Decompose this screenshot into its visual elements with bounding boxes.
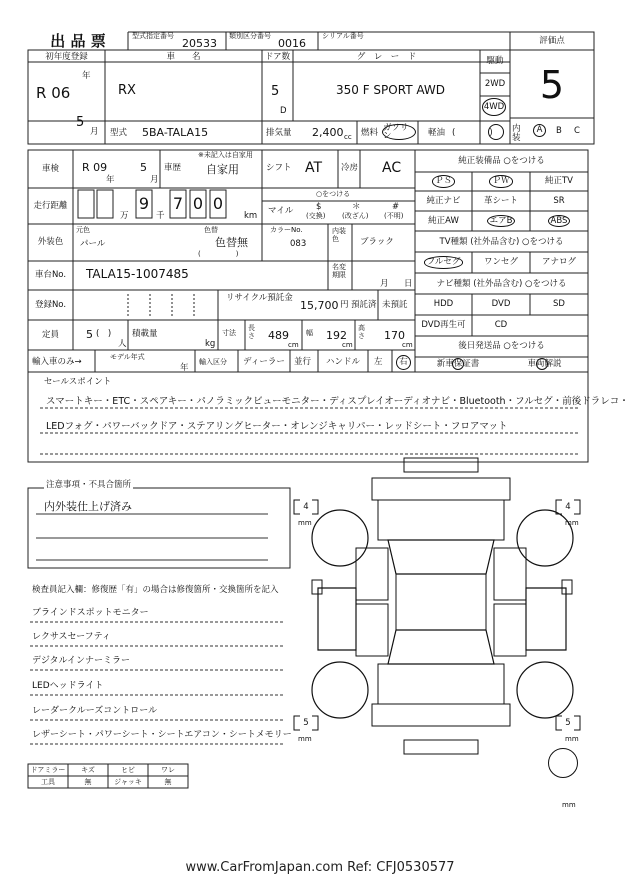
load-label: 積載量 [132,329,158,339]
tv-oneseg: ワンセグ [483,257,518,268]
wheel-rear-left [312,662,368,718]
import-label: 輸入車のみ→ [32,357,82,367]
shift-value: AT [305,160,323,176]
grade-value: 350 F SPORT AWD [336,83,446,97]
doors-label: ドア数 [264,51,291,62]
drive-label: 駆動 [486,55,504,66]
color-code-value: 083 [290,239,307,249]
interior-label: 内装 [512,124,521,143]
nav-title: ナビ種類 (社外品含む) ○をつける [436,278,567,289]
rear-right-door [494,604,526,656]
meter-unknown-symbol: # [392,202,400,212]
equip-navi: 純正ナビ [426,195,461,206]
nav-hdd: HDD [433,299,454,310]
inspection-era: R 09 [82,161,108,174]
tire-rear-left-unit: mm [298,735,312,743]
color-original-label: 元色 [76,226,90,234]
capacity-label: 定員 [41,329,59,340]
height-value: 170 [384,329,405,342]
length-value: 489 [268,329,289,342]
meter-mile: マイル [268,206,294,216]
meter-exchange: (交換) [306,212,326,220]
model-label: 型式 [110,128,128,138]
type-number-label: 型式指定番号 [132,32,174,40]
inspector-line: レーダークルーズコントロール [32,706,158,716]
tv-fullseg [415,252,472,273]
drive-2wd: 2WD [484,78,506,89]
inspection-month-unit: 月 [150,175,159,185]
model-year-unit: 年 [180,363,189,373]
tire-rear-left-depth: 5 [303,717,309,728]
windshield [388,540,494,574]
legend-break: ワレ [161,765,175,774]
grade-label: グ レ ー ド [356,51,417,62]
legend-jack-label: ジャッキ [114,777,142,786]
docs-manual-mark [536,358,548,370]
type-number-value: 20533 [182,37,217,50]
tire-rear-right-unit: mm [565,735,579,743]
color-repaint: 色替無 [215,236,248,249]
class-number-label: 類別区分番号 [229,32,271,40]
notes-line-1: 内外装仕上げ済み [44,500,132,513]
rear-left-door [356,604,388,656]
front-left-door [356,548,388,600]
docs-warranty-mark [452,358,464,370]
usage-value: 自家用 [206,163,239,176]
mileage-digit [78,190,94,218]
displacement-unit: cc [344,133,352,141]
recycle-value: 15,700 [300,299,339,312]
mileage-unit: km [244,211,258,221]
equip-airbag-text: エアB [487,215,516,228]
first-reg-year-unit: 年 [82,71,91,81]
inspector-line: ブラインドスポットモニター [32,608,149,618]
docs-warranty: 新車保証書 [436,359,480,370]
right-mirror [562,580,572,594]
tire-front-right-unit: mm [565,519,579,527]
fuel-label: 燃料 [361,128,379,138]
legend-crack: ヒビ [121,765,135,774]
trunk [378,664,504,704]
nav-sd: SD [553,299,565,310]
recycle-label-text: リサイクル預託金 [226,293,293,303]
meter-mark-note: ○をつける [316,190,351,198]
tire-front-left-depth: 4 [303,501,309,512]
front-panel [404,458,478,472]
name-change-month: 月 [380,279,389,289]
rear-window [388,630,494,664]
displacement-value: 2,400 [312,126,344,139]
first-reg-era: R 06 [36,84,71,102]
form-title: 出 品 票 [50,31,106,50]
doors-value: 5 [271,84,280,99]
legend-scratch: キズ [81,765,95,774]
reg-no-label: 登録No. [34,299,67,310]
capacity-unit: 人 [118,339,127,349]
equip-airbag [472,211,530,231]
inspector-line: LEDヘッドライト [32,681,104,691]
sales-label: セールスポイント [44,377,112,387]
height-unit: cm [402,341,413,349]
inspector-line: レザーシート・パワーシート・シートエアコン・シートメモリー [32,730,292,740]
mileage-digit: 9 [138,194,150,213]
rear-bumper [372,704,510,726]
equip-ps-text: ＰＳ [432,175,455,188]
import-class-label: 輸入区分 [199,358,227,366]
sales-line-1: スマートキー・ETC・スペアキー・パノラミックビューモニター・ディスプレイオーディオナビ・Bluetooth・フルセグ・前後ドラレコ・ [46,396,629,407]
usage-label: 車歴 [164,163,182,173]
wheel-front-left [312,510,368,566]
equip-tv: 純正TV [544,176,573,187]
tire-front-left-unit: mm [298,519,312,527]
fuel-gasoline: ガソリン [382,124,416,140]
name-change-day: 日 [404,279,413,289]
interior-b: B [556,126,562,136]
meter-unknown: (不明) [384,212,404,220]
mileage-digit: 0 [212,194,224,213]
mileage-label: 走行距離 [33,200,68,211]
aircon-label: 冷房 [341,163,359,173]
rear-panel [404,740,478,754]
equip-abs [530,211,588,231]
mileage-man: 万 [120,211,129,221]
width-value: 192 [326,329,347,342]
handle-left: 左 [374,357,383,367]
interior-a: A [533,124,546,137]
equip-abs-text: ABS [548,215,571,228]
inspector-line: デジタルインナーミラー [32,656,131,666]
equip-ps [415,172,472,191]
first-reg-month-unit: 月 [90,127,99,137]
doors-suffix: D [280,106,287,116]
drive-4wd: 4WD [482,98,506,116]
inspector-label: 検査員記入欄：修復歴「有」の場合は修復箇所・交換箇所を記入 [32,585,279,595]
chassis-label: 車台No. [34,270,67,281]
first-reg-label: 初年度登録 [45,51,88,62]
meter-tamper-symbol: ＊ [352,202,361,212]
left-mirror [312,580,322,594]
nav-dvd: DVD [491,299,511,310]
width-unit: cm [342,341,353,349]
tv-fullseg-text: フルセグ [424,256,464,269]
legend-tools-label: 工具 [41,777,55,786]
model-year-label: モデル年式 [110,353,145,361]
color-code-label: カラーNo. [270,226,303,234]
color-label: 外装色 [37,237,64,248]
docs-title: 後日発送品 ○をつける [458,341,545,352]
equip-pw-text: ＰＷ [489,175,512,188]
notes-label: 注意事項・不具合箇所 [46,480,132,490]
nav-cd: CD [494,320,508,331]
mileage-digit: 7 [172,194,184,213]
roof [396,574,486,630]
capacity-paren: ( ) [96,329,112,339]
fuel-paren: ( ) [452,128,493,138]
mileage-sen: 千 [156,211,165,221]
usage-note: ※未記入は自家用 [198,151,253,159]
front-bumper [372,478,510,500]
shift-label: シフト [266,163,292,173]
fuel-other-mark [488,124,504,140]
height-label: 高さ [358,324,365,340]
wheel-rear-right [517,662,573,718]
legend-mirror: ドアミラー [30,765,66,774]
watermark: www.CarFromJapan.com Ref: CFJ0530577 [185,860,455,875]
width-label: 幅 [306,329,313,337]
front-right-door [494,548,526,600]
interior-color-label: 内装色 [332,227,346,243]
recycle-status: 預託済 [351,300,377,310]
displacement-label: 排気量 [266,128,292,138]
interior-c: C [574,126,580,136]
dims-label: 寸法 [222,329,236,337]
car-name-label: 車 名 [166,51,201,62]
sales-line-2: LEDフォグ・パワーバックドア・ステアリングヒーター・オレンジキャリパー・レッドシート・フロアマット [46,421,508,432]
spare-tire [548,748,578,778]
color-paren: ( ) [198,250,239,258]
first-reg-month: 5 [76,115,85,130]
left-side-panel [318,588,356,650]
name-change-label: 名変期限 [332,263,346,279]
score-label: 評価点 [539,35,565,46]
docs-manual: 車両解説 [527,359,562,370]
load-unit: kg [205,339,216,349]
aircon-value: AC [382,160,402,176]
interior-color-value: ブラック [360,237,394,247]
equip-leather: 革シート [483,195,518,206]
meter-tamper: (改ざん) [342,212,369,220]
color-original-value: パール [80,239,106,249]
meter-exchange-symbol: $ [316,202,322,212]
spare-tire-unit: mm [562,801,576,809]
tv-title: TV種類 (社外品含む) ○をつける [439,236,564,247]
car-name-value: RX [118,83,136,98]
tire-rear-right-depth: 5 [565,717,571,728]
serial-number-label: シリアル番号 [322,32,364,40]
inspector-line: レクサスセーフティ [32,632,111,642]
class-number-value: 0016 [278,37,306,50]
score-value: 5 [539,63,565,107]
length-unit: cm [288,341,299,349]
equipment-title: 純正装備品 ○をつける [458,155,545,166]
capacity-value: 5 [86,328,93,341]
fuel-diesel: 軽油 [428,128,446,138]
recycle-status-alt: 未預託 [382,300,408,310]
equip-pw [472,172,530,191]
model-value: 5BA-TALA15 [142,126,209,139]
legend-tools-value: 無 [84,777,92,786]
color-change-label: 色替 [204,226,218,234]
mileage-digit [97,190,113,218]
tv-analog: アナログ [541,257,576,268]
chassis-value: TALA15-1007485 [86,267,189,281]
handle-label: ハンドル [326,357,361,367]
inspection-month: 5 [140,161,147,174]
recycle-label [226,294,293,303]
length-label: 長さ [248,324,255,340]
recycle-unit: 円 [340,300,349,310]
import-dealer: ディーラー [243,357,285,367]
handle-right: 右 [396,355,411,370]
legend-jack-value: 無 [164,777,172,786]
equip-sr: SR [553,195,565,206]
equip-aw: 純正AW [428,215,459,226]
right-side-panel [526,588,566,650]
tire-front-right-depth: 4 [565,501,571,512]
mileage-digit: 0 [192,194,204,213]
nav-dvd-play: DVD再生可 [421,320,466,331]
hood [378,500,504,540]
import-parallel: 並行 [294,357,312,367]
inspection-label: 車検 [41,163,59,174]
inspection-year-unit: 年 [106,175,115,185]
